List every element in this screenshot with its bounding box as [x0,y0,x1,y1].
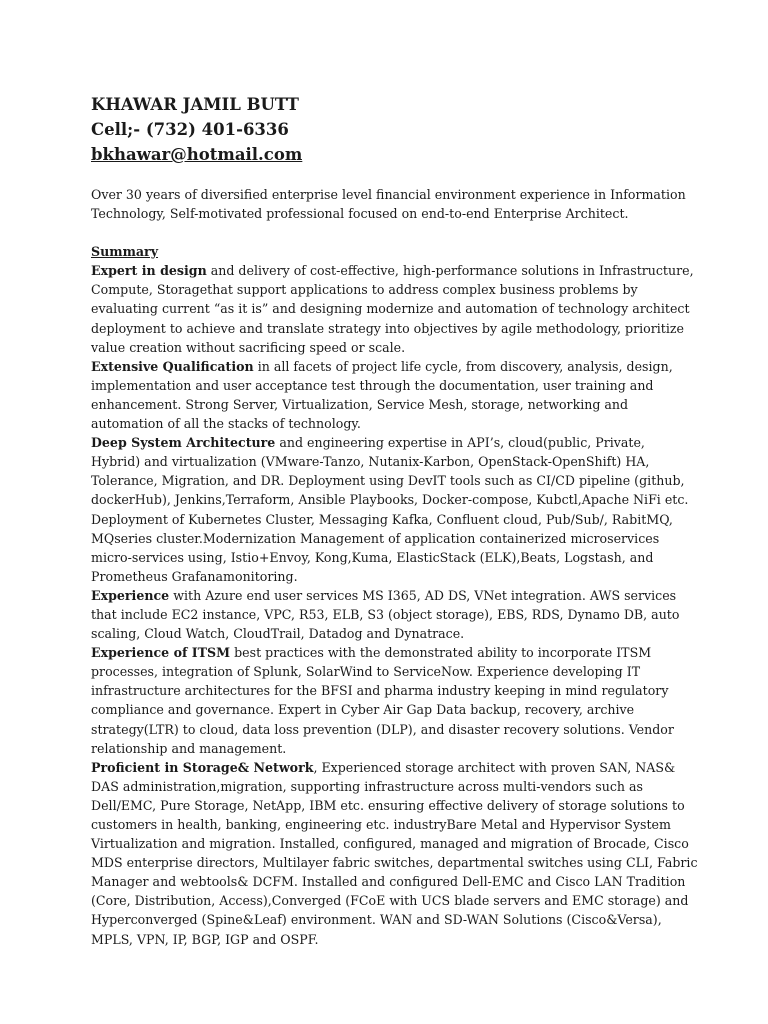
phone-number: Cell;- (732) 401-6336 [91,120,289,139]
candidate-name: KHAWAR JAMIL BUTT [91,95,299,114]
paragraph-text: in all facets of project life cycle, from discovery, analysis, design, implementation and user acceptance test through the documentation, user training and enhancement. Strong Server, Virtualization, Service Mesh, storage, networking and automation of all the stacks of technology. [91,358,673,432]
paragraph-text: , Experienced storage architect with proven SAN, NAS& DAS administration,migration, supporting infrastructure across multi-vendors such as Dell/EMC, Pure Storage, NetApp, IBM etc. ensuring effective delivery of storage solutions to customers in health, banking, engineering etc. industryBare Metal and Hypervisor System Virtualization and migration. Installed, configured, managed and migration of Brocade, Cisco MDS enterprise directors, Multilayer fabric switches, departmental switches using CLI, Fabric Manager and webtools& DCFM. Installed and configured Dell-EMC and Cisco LAN Tradition (Core, Distribution, Access),Converged (FCoE with UCS blade servers and EMC storage) and Hyperconverged (Spine&Leaf) environment. WAN and SD-WAN Solutions (Cisco&Versa), MPLS, VPN, IP, BGP, IGP and OSPF. [91,759,698,947]
paragraph-lead: Deep System Architecture [91,435,276,451]
paragraph-text: and engineering expertise in API’s, cloud(public, Private, Hybrid) and virtualization (VMware-Tanzo, Nutanix-Karbon, OpenStack-OpenShift) HA, Tolerance, Migration, and DR. Deployment using DevIT tools such as CI/CD pipeline (github, dockerHub), Jenkins,Terraform, Ansible Playbooks, Docker-compose, Kubctl,Apache NiFi etc. Deployment of Kubernetes Cluster, Messaging Kafka, Confluent cloud, Pub/Sub/, RabitMQ, MQseries cluster.Modernization Management of application containerized microservices micro-services using, Istio+Envoy, Kong,Kuma, ElasticStack (ELK),Beats, Logstash, and Prometheus Grafanamonitoring. [91,435,689,584]
paragraph-lead: Experience [91,587,170,603]
summary-paragraph-itsm [91,643,698,758]
paragraph-text: and delivery of cost-effective, high-performance solutions in Infrastructure, Compute, Storagethat support applications to address complex business problems by evaluating current “as it is” and designing modernize and automation of technology architect deployment to achieve and translate strategy into objectives by agile methodology, prioritize value creation without sacrificing speed or scale. [91,263,694,355]
summary-paragraph-experience [91,586,698,643]
intro-paragraph: Over 30 years of diversified enterprise level financial environment experience in Information Technology, Self-motivated professional focused on end-to-end Enterprise Architect. [91,187,686,222]
paragraph-lead: Proficient in Storage& Network [91,759,314,775]
paragraph-text: best practices with the demonstrated ability to incorporate ITSM processes, integration of Splunk, SolarWind to ServiceNow. Experience developing IT infrastructure architectures for the BFSI and pharma industry keeping in mind regulatory compliance and governance. Expert in Cyber Air Gap Data backup, recovery, archive strategy(LTR) to cloud, data loss prevention (DLP), and disaster recovery solutions. Vendor relationship and management. [91,645,674,756]
summary-paragraph-design [91,261,698,356]
summary-paragraph-storage-network [91,758,698,949]
paragraph-lead: Experience of ITSM [91,645,231,661]
paragraph-lead: Extensive Qualification [91,358,254,374]
summary-heading: Summary [91,244,159,260]
summary-paragraph-architecture [91,433,698,586]
summary-paragraph-qualification [91,357,698,433]
paragraph-lead: Expert in design [91,263,207,279]
paragraph-text: with Azure end user services MS I365, AD DS, VNet integration. AWS services that include EC2 instance, VPC, R53, ELB, S3 (object storage), EBS, RDS, Dynamo DB, auto scaling, Cloud Watch, CloudTrail, Datadog and Dynatrace. [91,587,680,642]
email-link[interactable]: bkhawar@hotmail.com [91,145,303,164]
